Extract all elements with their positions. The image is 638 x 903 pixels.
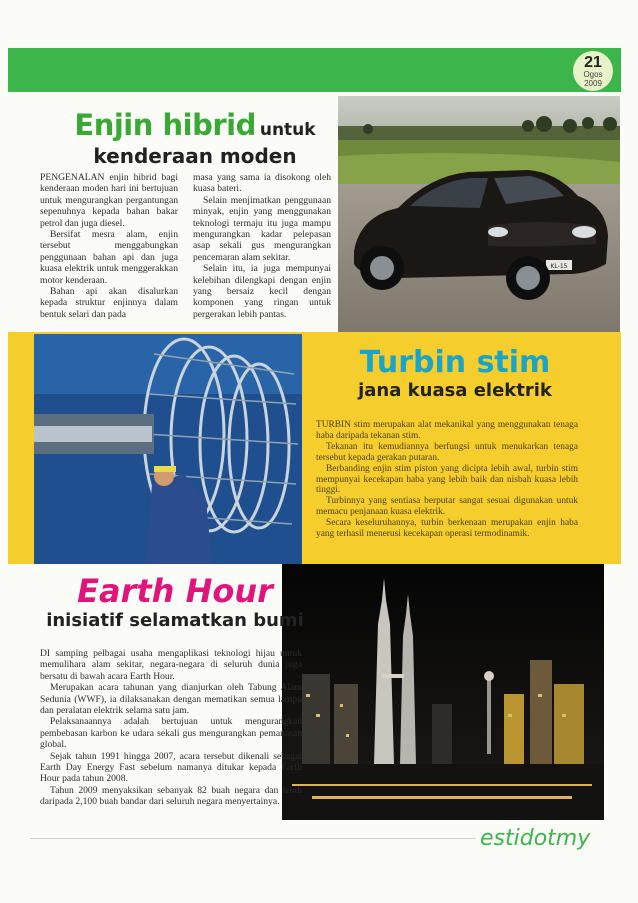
earth-hour-title-main: Earth Hour xyxy=(77,572,273,610)
paragraph: Pelaksanaannya adalah bertujuan untuk mengurangkan pembebasan karbon ke udara sekali gus mengurangkan pemanasan global. xyxy=(40,716,302,751)
page-number-badge xyxy=(565,48,621,94)
earth-hour-article xyxy=(40,648,302,808)
city-night-photo xyxy=(282,564,604,820)
header-green-band xyxy=(8,48,621,92)
hybrid-title-untuk: untuk xyxy=(259,120,316,140)
paragraph: Bahan api akan disalurkan kepada struktur enjinnya dalam bentuk selari dan pada xyxy=(40,286,178,320)
issue-month: Ogos xyxy=(583,69,603,79)
hybrid-title-line2: kenderaan moden xyxy=(93,144,297,168)
issue-year: 2009 xyxy=(584,78,602,88)
paragraph: masa yang sama ia disokong oleh kuasa bateri. xyxy=(193,172,331,195)
paragraph: PENGENALAN enjin hibrid bagi kenderaan moden hari ini bertujuan untuk mengurangkan pergantungan sepenuhnya kepada bahan bakar petrol dan juga diesel. xyxy=(40,172,178,229)
paragraph: Bersifat mesra alam, enjin tersebut menggabungkan penggunaan bahan api dan juga kuasa elektrik untuk menggerakkan motor kenderaan. xyxy=(40,229,178,286)
hybrid-car-photo xyxy=(338,96,620,332)
paragraph: TURBIN stim merupakan alat mekanikal yang menggunakan tenaga haba daripada tekanan stim. xyxy=(316,420,578,441)
paragraph: Berbanding enjin stim piston yang dicipta lebih awal, turbin stim mempunyai kecekapan haba yang lebih baik dan nisbah kuasa lebih tinggi. xyxy=(316,463,578,496)
page-number: 21 xyxy=(584,53,602,71)
steam-turbine-photo xyxy=(34,334,302,564)
brand-logo: estidotmy xyxy=(476,826,594,851)
paragraph: Turbinnya yang sentiasa berputar sangat sesuai digunakan untuk memacu penjanaan kuasa elektrik. xyxy=(316,496,578,518)
paragraph: Tahun 2009 menyaksikan sebanyak 82 buah negara dan lebih daripada 2,100 buah bandar dari seluruh negara menyertainya. xyxy=(40,784,302,808)
paragraph: DI samping pelbagai usaha mengaplikasi teknologi hijau untuk memulihara alam sekitar, negara-negara di seluruh dunia juga bersatu di bawah acara Earth Hour. xyxy=(40,648,302,682)
paragraph: Selain itu, ia juga mempunyai kelebihan dilengkapi dengan enjin yang bersaiz kecil dengan komponen yang ringan untuk pergerakan lebih pantas. xyxy=(193,263,331,320)
hybrid-title-main: Enjin hibrid xyxy=(74,108,256,142)
earth-hour-title-sub: inisiatif selamatkan bumi xyxy=(46,610,304,631)
paragraph: Selain menjimatkan penggunaan minyak, enjin yang menggunakan teknologi termaju itu juga mampu mengurangkan kadar pelepasan asap sekali gus mengurangkan pencemaran alam sekitar. xyxy=(193,194,331,263)
turbine-title-sub: jana kuasa elektrik xyxy=(358,380,552,401)
paragraph: Tekanan itu kemudiannya berfungsi untuk menukarkan tenaga tersebut kepada gerakan putaran. xyxy=(316,441,578,463)
hybrid-article-col2 xyxy=(193,172,331,320)
hybrid-engine-title xyxy=(60,108,330,168)
hybrid-article-col1 xyxy=(40,172,178,320)
paragraph: Merupakan acara tahunan yang dianjurkan oleh Tabung Alam Sedunia (WWF), ia dilaksanakan dengan mematikan semua lampu dan peralatan elektrik selama satu jam. xyxy=(40,682,302,717)
car-plate-text: KL-15 xyxy=(550,263,568,270)
paragraph: Sejak tahun 1991 hingga 2007, acara tersebut dikenali sebagai Earth Day Energy Fast sebelum namanya ditukar kepada Earth Hour pada tahun 2008. xyxy=(40,750,302,785)
paragraph: Secara keseluruhannya, turbin berkenaan merupakan enjin haba yang terhasil menerusi kecekapan operasi termodinamik. xyxy=(316,518,578,540)
turbine-title-main: Turbin stim xyxy=(359,345,551,380)
earth-hour-title xyxy=(40,572,310,631)
turbine-title xyxy=(330,345,580,401)
turbine-article xyxy=(316,420,578,540)
page-badge-circle xyxy=(573,51,613,91)
